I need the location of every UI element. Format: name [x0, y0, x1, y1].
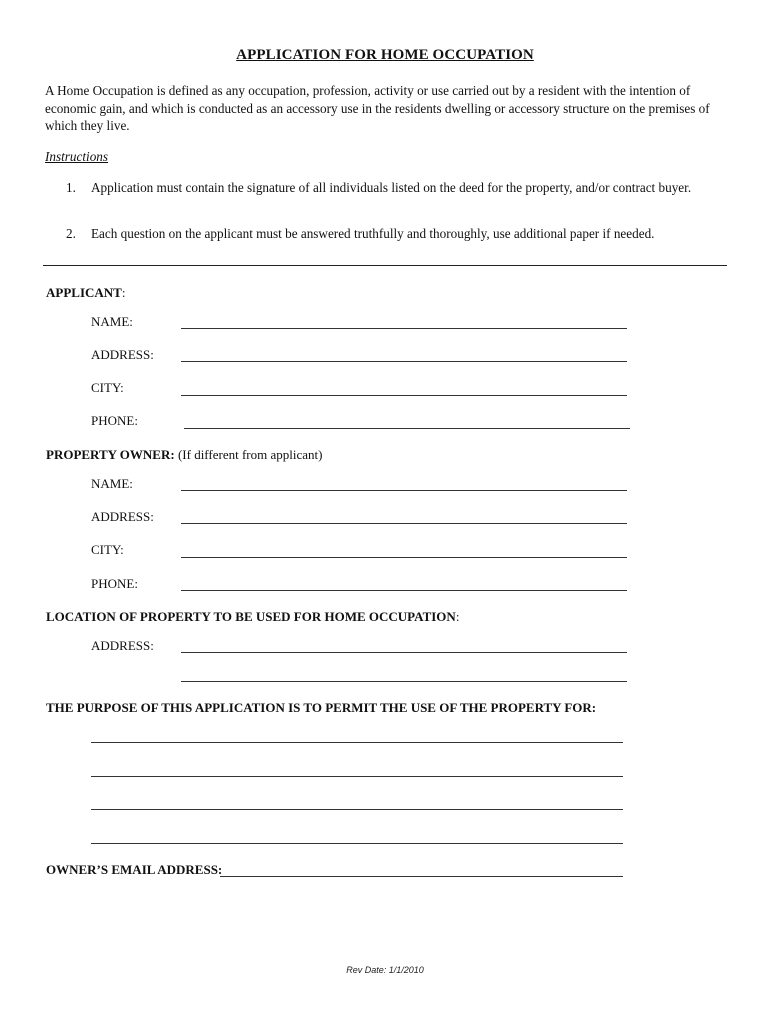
applicant-heading-text: APPLICANT — [46, 285, 122, 300]
owner-city-label: CITY: — [91, 542, 124, 557]
instruction-text: Application must contain the signature of all individuals listed on the deed for the property, and/or contract buyer. — [91, 180, 692, 195]
owner-email-field[interactable] — [220, 876, 623, 877]
owner-email-label: OWNER’S EMAIL ADDRESS: — [46, 862, 223, 877]
instruction-item — [66, 179, 726, 196]
owner-name-field[interactable] — [181, 490, 627, 491]
property-owner-heading — [46, 447, 322, 463]
location-heading — [46, 609, 459, 625]
location-heading-text: LOCATION OF PROPERTY TO BE USED FOR HOME OCCUPATION — [46, 609, 456, 624]
owner-address-label: ADDRESS: — [91, 509, 154, 524]
owner-name-label: NAME: — [91, 476, 133, 491]
purpose-field-line2[interactable] — [91, 776, 623, 777]
owner-address-field[interactable] — [181, 523, 627, 524]
purpose-field-line1[interactable] — [91, 742, 623, 743]
applicant-name-label: NAME: — [91, 314, 133, 329]
applicant-city-label: CITY: — [91, 380, 124, 395]
purpose-heading: THE PURPOSE OF THIS APPLICATION IS TO PERMIT THE USE OF THE PROPERTY FOR: — [46, 700, 597, 715]
owner-city-field[interactable] — [181, 557, 627, 558]
instruction-number: 1. — [66, 180, 76, 195]
section-divider — [43, 265, 727, 266]
owner-phone-field[interactable] — [181, 590, 627, 591]
applicant-address-field[interactable] — [181, 361, 627, 362]
location-heading-colon: : — [455, 609, 460, 624]
location-address-field[interactable] — [181, 652, 627, 653]
purpose-field-line3[interactable] — [91, 809, 623, 810]
applicant-phone-field[interactable] — [184, 428, 630, 429]
instruction-item — [66, 225, 726, 242]
owner-phone-label: PHONE: — [91, 576, 138, 591]
property-owner-heading-text: PROPERTY OWNER: — [46, 447, 175, 462]
applicant-heading-colon: : — [121, 285, 126, 300]
instructions-heading: Instructions — [45, 149, 109, 164]
applicant-phone-label: PHONE: — [91, 413, 138, 428]
applicant-address-label: ADDRESS: — [91, 347, 154, 362]
form-title: APPLICATION FOR HOME OCCUPATION — [236, 47, 534, 63]
purpose-field-line4[interactable] — [91, 843, 623, 844]
applicant-name-field[interactable] — [181, 328, 627, 329]
property-owner-note: (If different from applicant) — [174, 447, 323, 462]
instruction-text: Each question on the applicant must be answered truthfully and thoroughly, use additional paper if needed. — [91, 226, 655, 241]
location-address-field-line2[interactable] — [181, 681, 627, 682]
revision-date: Rev Date: 1/1/2010 — [346, 965, 424, 975]
location-address-label: ADDRESS: — [91, 638, 154, 653]
applicant-heading — [46, 285, 125, 301]
intro-paragraph: A Home Occupation is defined as any occupation, profession, activity or use carried out by a resident with the intention of economic gain, and which is conducted as an accessory use in the residents dwelling or accessory structure on the premises of which they live. — [45, 83, 710, 133]
instruction-number: 2. — [66, 226, 76, 241]
applicant-city-field[interactable] — [181, 395, 627, 396]
